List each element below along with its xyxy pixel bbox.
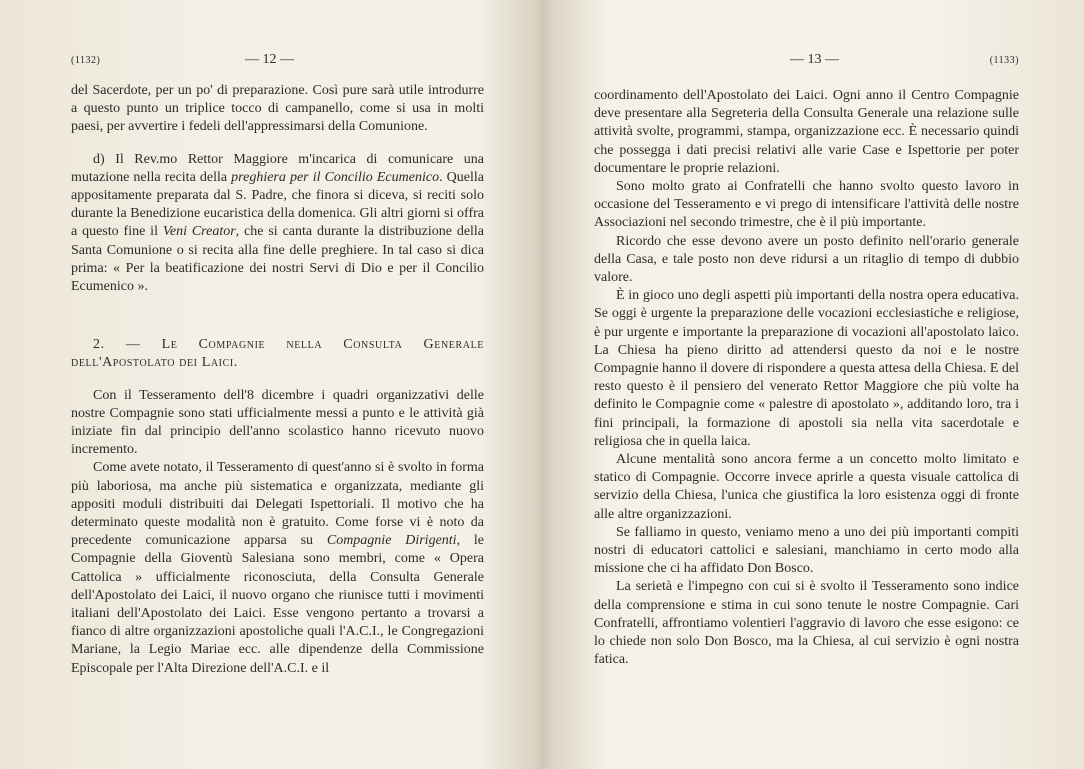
italic-title: preghiera per il Concilio Ecumenico — [231, 169, 440, 185]
left-page-code: (1132) — [71, 55, 101, 66]
paragraph: Sono molto grato ai Confratelli che hanno svolto questo lavoro in occasione del Tesseramento e vi prego di intensificare l'attività delle nostre Associazioni nel secondo trimestre, che è il più importante. — [594, 179, 1019, 231]
left-page-text — [71, 82, 484, 678]
left-page-number: — 12 — — [245, 52, 294, 67]
paragraph: Con il Tesseramento dell'8 dicembre i quadri organizzativi delle nostre Compagnie sono stati ufficialmente messi a punto e le attività già iniziate fin dal principio dell'anno scolastico hanno ricevuto nuovo incremento. — [71, 387, 484, 458]
paragraph: Ricordo che esse devono avere un posto definito nell'orario generale della Casa, e tale posto non deve ridursi a un ritaglio di tempo di dubbio valore. — [594, 233, 1019, 286]
right-page-code: (1133) — [989, 55, 1019, 66]
paragraph: del Sacerdote, per un po' di preparazione. Così pure sarà utile introdurre a questo punto un triplice tocco di campanello, come si usa in molti paesi, per avvertire i fedeli dell'appressimarsi della Comunione. — [71, 83, 484, 135]
paragraph: Alcune mentalità sono ancora ferme a un concetto molto limitato e statico di Compagnie. Occorre invece aprirle a questa visuale cattolica di servizio della Chiesa, l'unica che giustifica la loro esistenza oggi di fronte alle altre organizzazioni. — [594, 452, 1019, 522]
section-heading: 2. — Le Compagnie nella Consulta Generale dell'Apostolato dei Laici. — [71, 337, 484, 371]
paragraph: È in gioco uno degli aspetti più importanti della nostra opera educativa. Se oggi è urgente la preparazione delle vocazioni ecclesiastiche e religiose, è pur urgente e importante la preparazione di vocazioni all'apostolato laico. La Chiesa ha pieno diritto ad attendersi questo da noi e le nostre Compagnie hanno il dovere di rispondere a questa attesa della Chiesa. E del resto questo è il pensiero del venerato Rettor Maggiore che più volte ha definito le Compagnie come « palestre di apostolato », additando loro, tra i fini principali, la formazione di apostoli sia nella vita sacerdotale e religiosa che in quella laica. — [594, 288, 1019, 449]
italic-title: Compagnie Dirigenti — [326, 533, 457, 549]
paragraph: Se falliamo in questo, veniamo meno a uno dei più importanti compiti nostri di educatori cattolici e salesiani, manchiamo in certo modo alla missione che ci ha affidato Don Bosco. — [594, 524, 1019, 577]
paragraph: coordinamento dell'Apostolato dei Laici. Ogni anno il Centro Compagnie deve presentare alla Segreteria della Consulta Generale una relazione sulle attività svolte, programmi, stampa, organizzazione ecc. È necessario quindi che possegga i dati precisi relativi alle varie Case e Ispettorie per poter documentare le proprie relazioni. — [594, 88, 1019, 176]
right-page-header — [594, 52, 1019, 72]
italic-title: Veni Creator — [162, 224, 236, 240]
paragraph: d) Il Rev.mo Rettor Maggiore m'incarica di comunicare una mutazione nella recita della preghiera per il Concilio Ecumenico. Quella appositamente preparata dal S. Padre, che finora si diceva, si reciti solo durante la Benedizione eucaristica della domenica. Gli altri giorni si offra a questo fine il Veni Creator, che si canta durante la distribuzione della Santa Comunione o si recita alla fine delle preghiere. In tal caso si dica prima: « Per la beatificazione dei nostri Servi di Dio e per il Concilio Ecumenico ». — [71, 151, 485, 295]
paragraph: La serietà e l'impegno con cui si è svolto il Tesseramento sono indice della comprensione e stima in cui sono tenute le nostre Compagnie. Cari Confratelli, affrontiamo volentieri l'aggravio di lavoro che esse esigono: ce lo chiede non solo Don Bosco, ma la Chiesa, al cui servizio è ogni nostra fatica. — [594, 579, 1019, 668]
paragraph: Come avete notato, il Tesseramento di quest'anno si è svolto in forma più laboriosa, ma anche più sistematica e organizzata, mediante gli appositi moduli distribuiti dai Delegati Ispettoriali. Il motivo che ha determinato queste modalità non è gratuito. Come forse vi è noto da precedente comunicazione apparsa su Compagnie Dirigenti, le Compagnie della Gioventù Salesiana sono membri, come « Opera Cattolica » ufficialmente riconosciuta, della Consulta Generale dell'Apostolato dei Laici, il nuovo organo che riunisce tutti i movimenti italiani dell'Apostolato dei Laici. Esse vengono pertanto a trovarsi a fianco di altre organizzazioni apostoliche quali l'A.C.I., le Congregazioni Mariane, la Legio Mariae ecc. alle dipendenze della Commissione Episcopale per l'Alta Direzione dell'A.C.I. e il — [71, 460, 485, 676]
left-page-header — [71, 52, 484, 72]
right-page-number: — 13 — — [790, 52, 839, 67]
right-page — [542, 0, 1084, 769]
right-page-text — [594, 87, 1019, 670]
